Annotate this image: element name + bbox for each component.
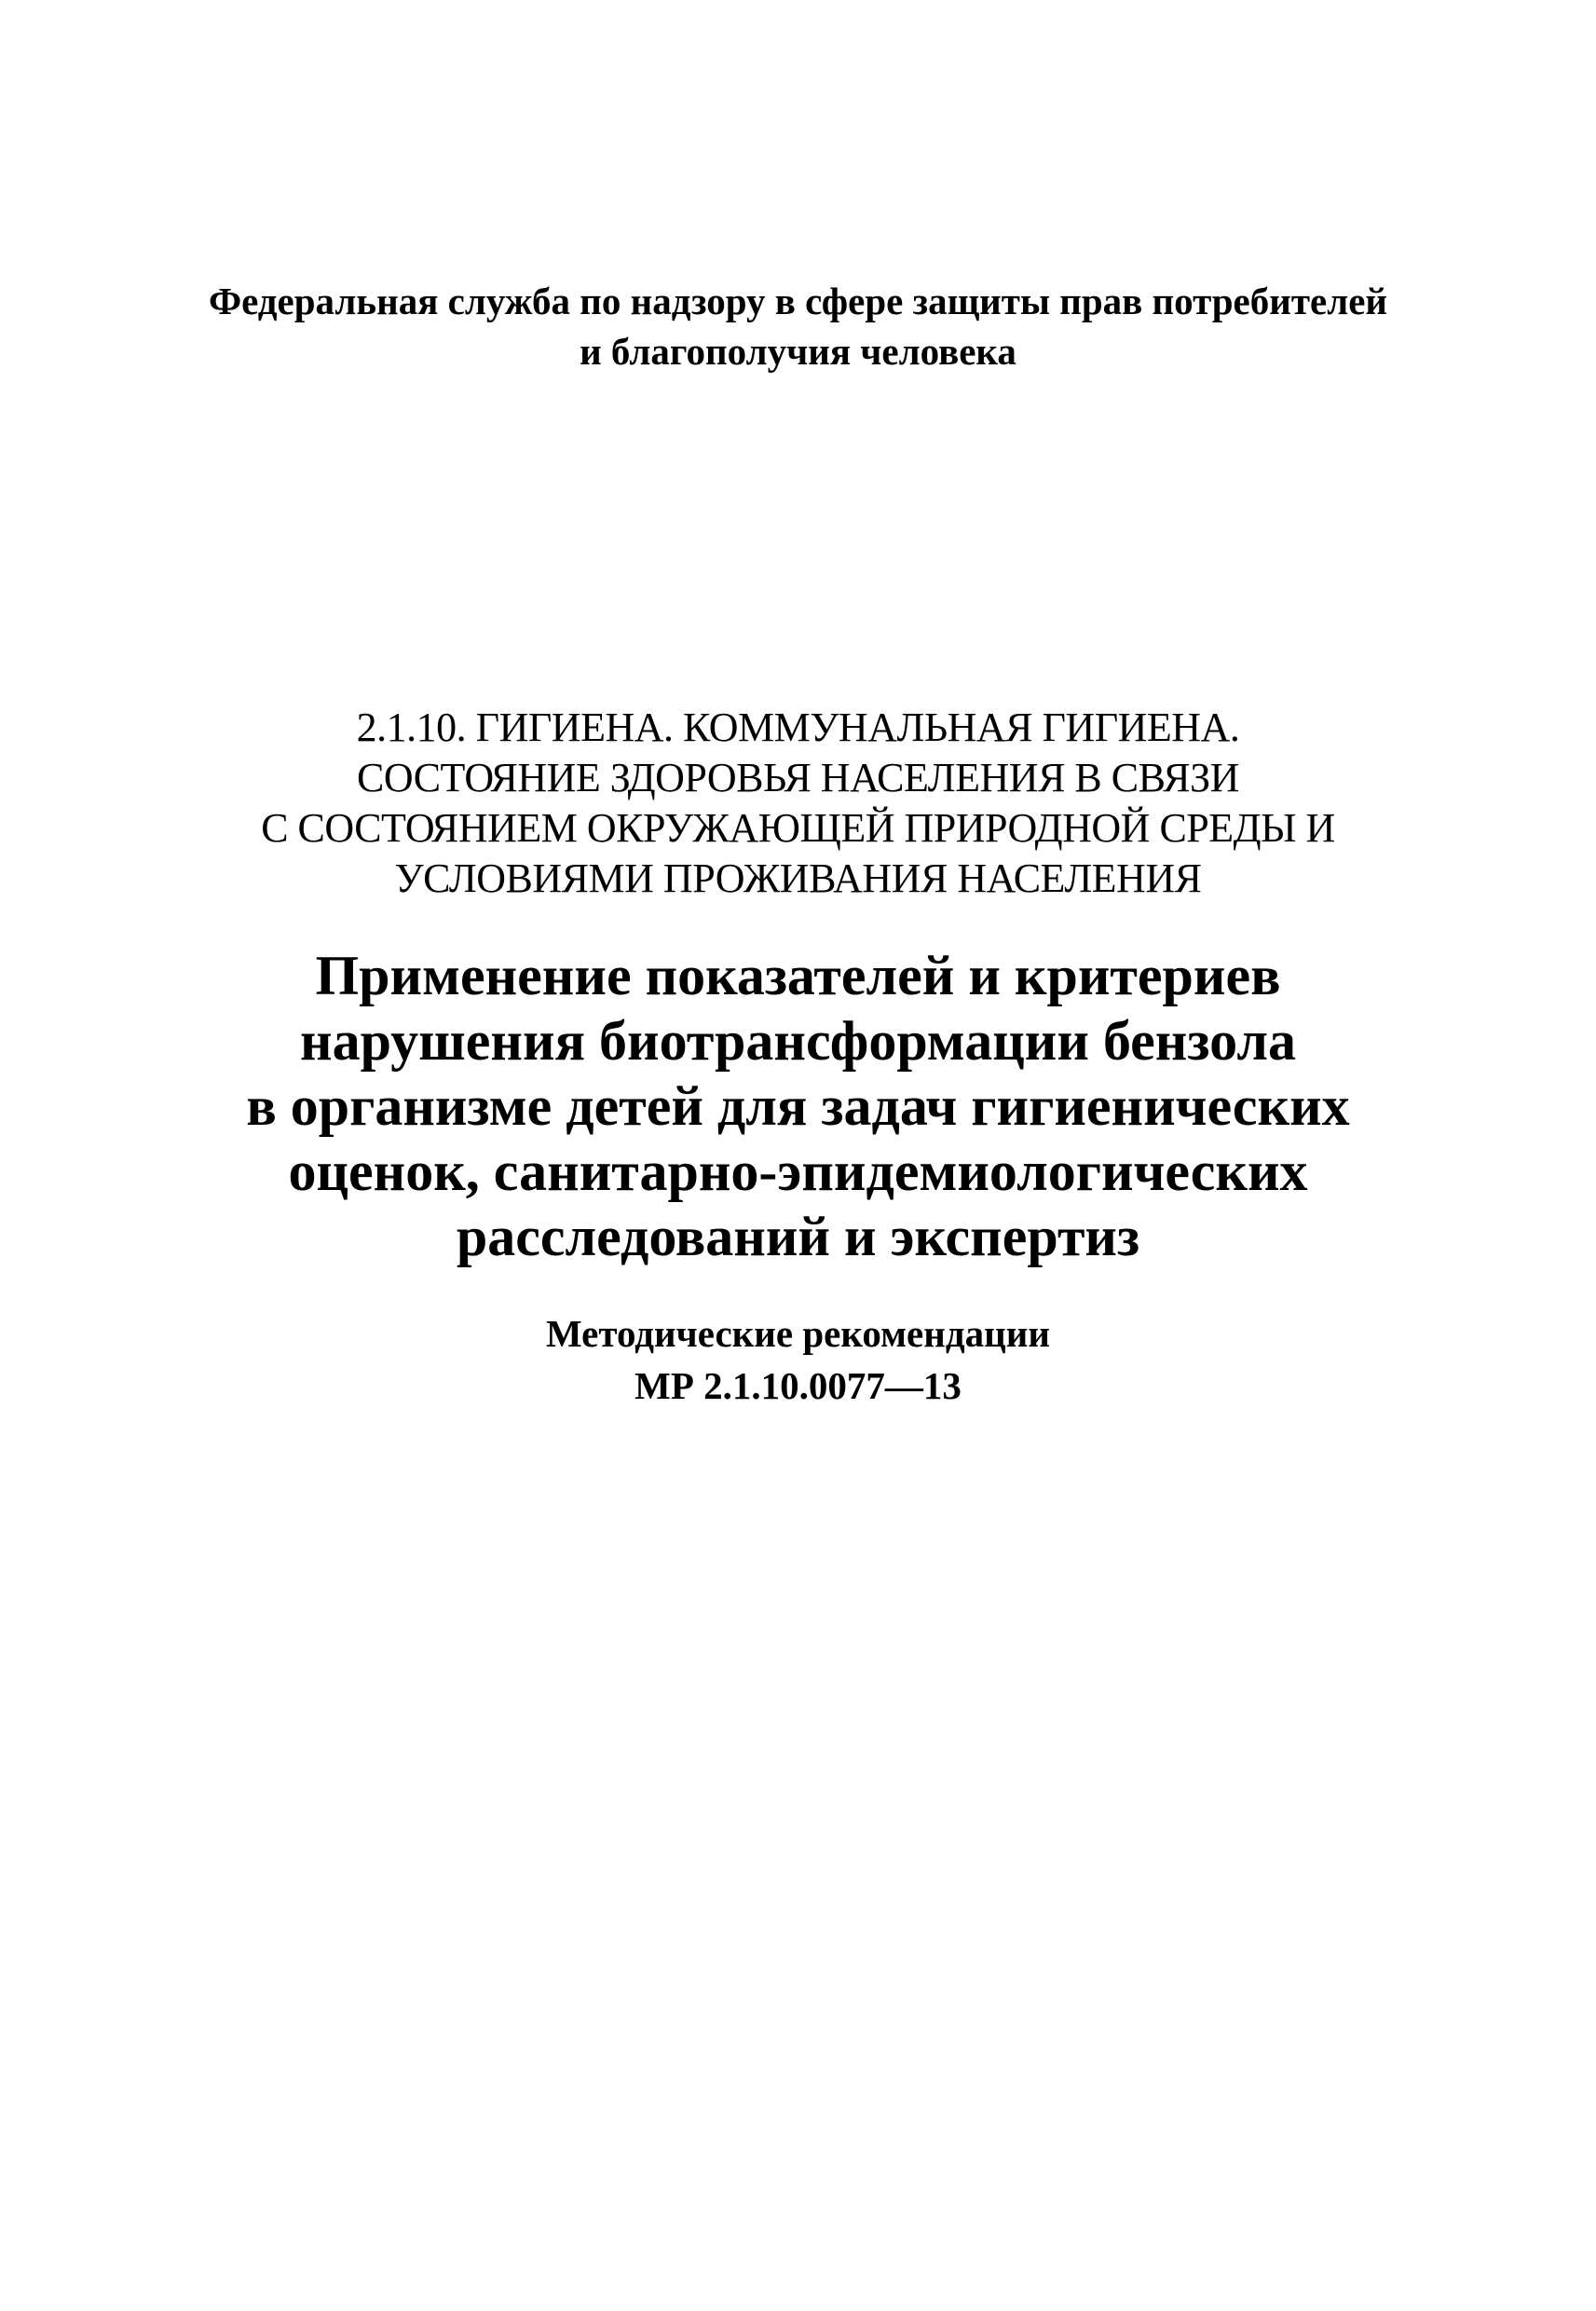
document-title [0, 943, 1596, 1269]
agency-line-1: Федеральная служба по надзору в сфере защиты прав потребителей [208, 280, 1388, 322]
series-line-2: СОСТОЯНИЕ ЗДОРОВЬЯ НАСЕЛЕНИЯ В СВЯЗИ [357, 755, 1239, 800]
title-line-4: оценок, санитарно-эпидемиологических [288, 1141, 1308, 1202]
series-line-4: УСЛОВИЯМИ ПРОЖИВАНИЯ НАСЕЛЕНИЯ [394, 855, 1202, 901]
document-number: МР 2.1.10.0077—13 [634, 1364, 962, 1407]
title-line-1: Применение показателей и критериев [315, 945, 1281, 1006]
series-line-3: С СОСТОЯНИЕМ ОКРУЖАЮЩЕЙ ПРИРОДНОЙ СРЕДЫ И [261, 805, 1335, 851]
title-line-5: расследований и экспертиз [456, 1206, 1140, 1267]
agency-header [0, 276, 1596, 376]
document-type-label: Методические рекомендации [545, 1312, 1050, 1355]
series-line-1: 2.1.10. ГИГИЕНА. КОММУНАЛЬНАЯ ГИГИЕНА. [356, 704, 1240, 750]
document-type [0, 1307, 1596, 1412]
series-heading [0, 703, 1596, 904]
agency-line-2: и благополучия человека [580, 330, 1016, 373]
title-line-3: в организме детей для задач гигиенических [246, 1075, 1350, 1137]
title-line-2: нарушения биотрансформации бензола [300, 1010, 1296, 1072]
